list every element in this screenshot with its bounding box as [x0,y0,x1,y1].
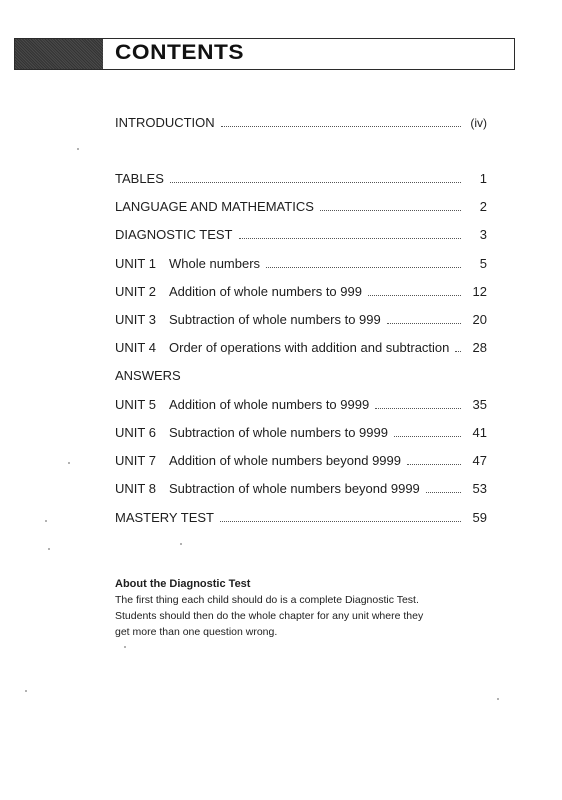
toc-label: LANGUAGE AND MATHEMATICS [115,199,314,214]
scan-speck [48,548,50,550]
dot-leader [455,341,461,352]
scan-speck [180,543,182,545]
toc-page-number: 3 [479,227,487,242]
toc-label: ANSWERS [115,368,181,383]
dot-leader [394,426,461,437]
toc-label: DIAGNOSTIC TEST [115,227,233,242]
toc-unit: UNIT 6 [115,425,156,440]
toc-page-number: 28 [472,340,487,355]
toc-label: Addition of whole numbers beyond 9999 [169,453,401,468]
contents-header-bar [14,38,515,70]
dot-leader [221,116,461,127]
dot-leader [220,511,461,522]
toc-unit: UNIT 8 [115,481,156,496]
dot-leader [266,257,461,268]
toc-row-mastery[interactable] [115,509,487,527]
toc-label: TABLES [115,171,164,186]
toc-unit: UNIT 1 [115,256,156,271]
toc-unit: UNIT 4 [115,340,156,355]
toc-page-number: 53 [472,481,487,496]
scan-speck [45,520,47,522]
toc-page-number: (iv) [470,116,487,130]
toc-label: Addition of whole numbers to 999 [169,284,362,299]
dot-leader [320,200,461,211]
toc-row-unit3[interactable] [115,311,487,329]
dot-leader [170,172,461,183]
toc-label: MASTERY TEST [115,510,214,525]
toc-page-number: 59 [472,510,487,525]
toc-page-number: 5 [479,256,487,271]
toc-row-unit6[interactable] [115,424,487,442]
dot-leader [368,285,461,296]
toc-page-number: 12 [472,284,487,299]
toc-row-introduction[interactable] [115,114,487,132]
toc-row-diagnostic[interactable] [115,226,487,244]
header-pattern-block [15,39,103,69]
note-line: The first thing each child should do is a complete Diagnostic Test. [115,594,419,606]
toc-page-number: 20 [472,312,487,327]
toc-label: Order of operations with addition and subtraction [169,340,450,355]
toc-label: Subtraction of whole numbers to 9999 [169,425,388,440]
note-line: Students should then do the whole chapter for any unit where they [115,610,424,622]
toc-row-language[interactable] [115,198,487,216]
dot-leader [426,482,461,493]
toc-page-number: 35 [472,397,487,412]
toc-page-number: 2 [479,199,487,214]
toc-row-tables[interactable] [115,170,487,188]
toc-row-unit2[interactable] [115,283,487,301]
toc-label: Subtraction of whole numbers to 999 [169,312,381,327]
toc-unit: UNIT 5 [115,397,156,412]
toc-row-unit8[interactable] [115,480,487,498]
dot-leader [375,398,461,409]
scan-speck [77,148,79,150]
toc-label: Addition of whole numbers to 9999 [169,397,370,412]
scan-speck [68,462,70,464]
dot-leader [239,228,462,239]
scan-speck [497,698,499,700]
note-title: About the Diagnostic Test [115,578,251,590]
toc-row-unit1[interactable] [115,255,487,273]
toc-unit: UNIT 7 [115,453,156,468]
note-line: get more than one question wrong. [115,626,278,638]
dot-leader [387,313,461,324]
toc-row-answers[interactable] [115,367,487,385]
toc-page-number: 1 [479,171,487,186]
toc-unit: UNIT 2 [115,284,156,299]
toc-label: Subtraction of whole numbers beyond 9999 [169,481,420,496]
diagnostic-note [115,576,445,640]
toc-label: INTRODUCTION [115,115,215,130]
toc-page-number: 47 [472,453,487,468]
toc-unit: UNIT 3 [115,312,156,327]
toc-page-number: 41 [472,425,487,440]
scan-speck [124,646,126,648]
page-title: CONTENTS [115,41,245,64]
toc-label: Whole numbers [169,256,261,271]
toc-row-unit5[interactable] [115,396,487,414]
dot-leader [407,454,461,465]
toc-row-unit4[interactable] [115,339,487,357]
toc-row-unit7[interactable] [115,452,487,470]
scan-speck [25,690,27,692]
